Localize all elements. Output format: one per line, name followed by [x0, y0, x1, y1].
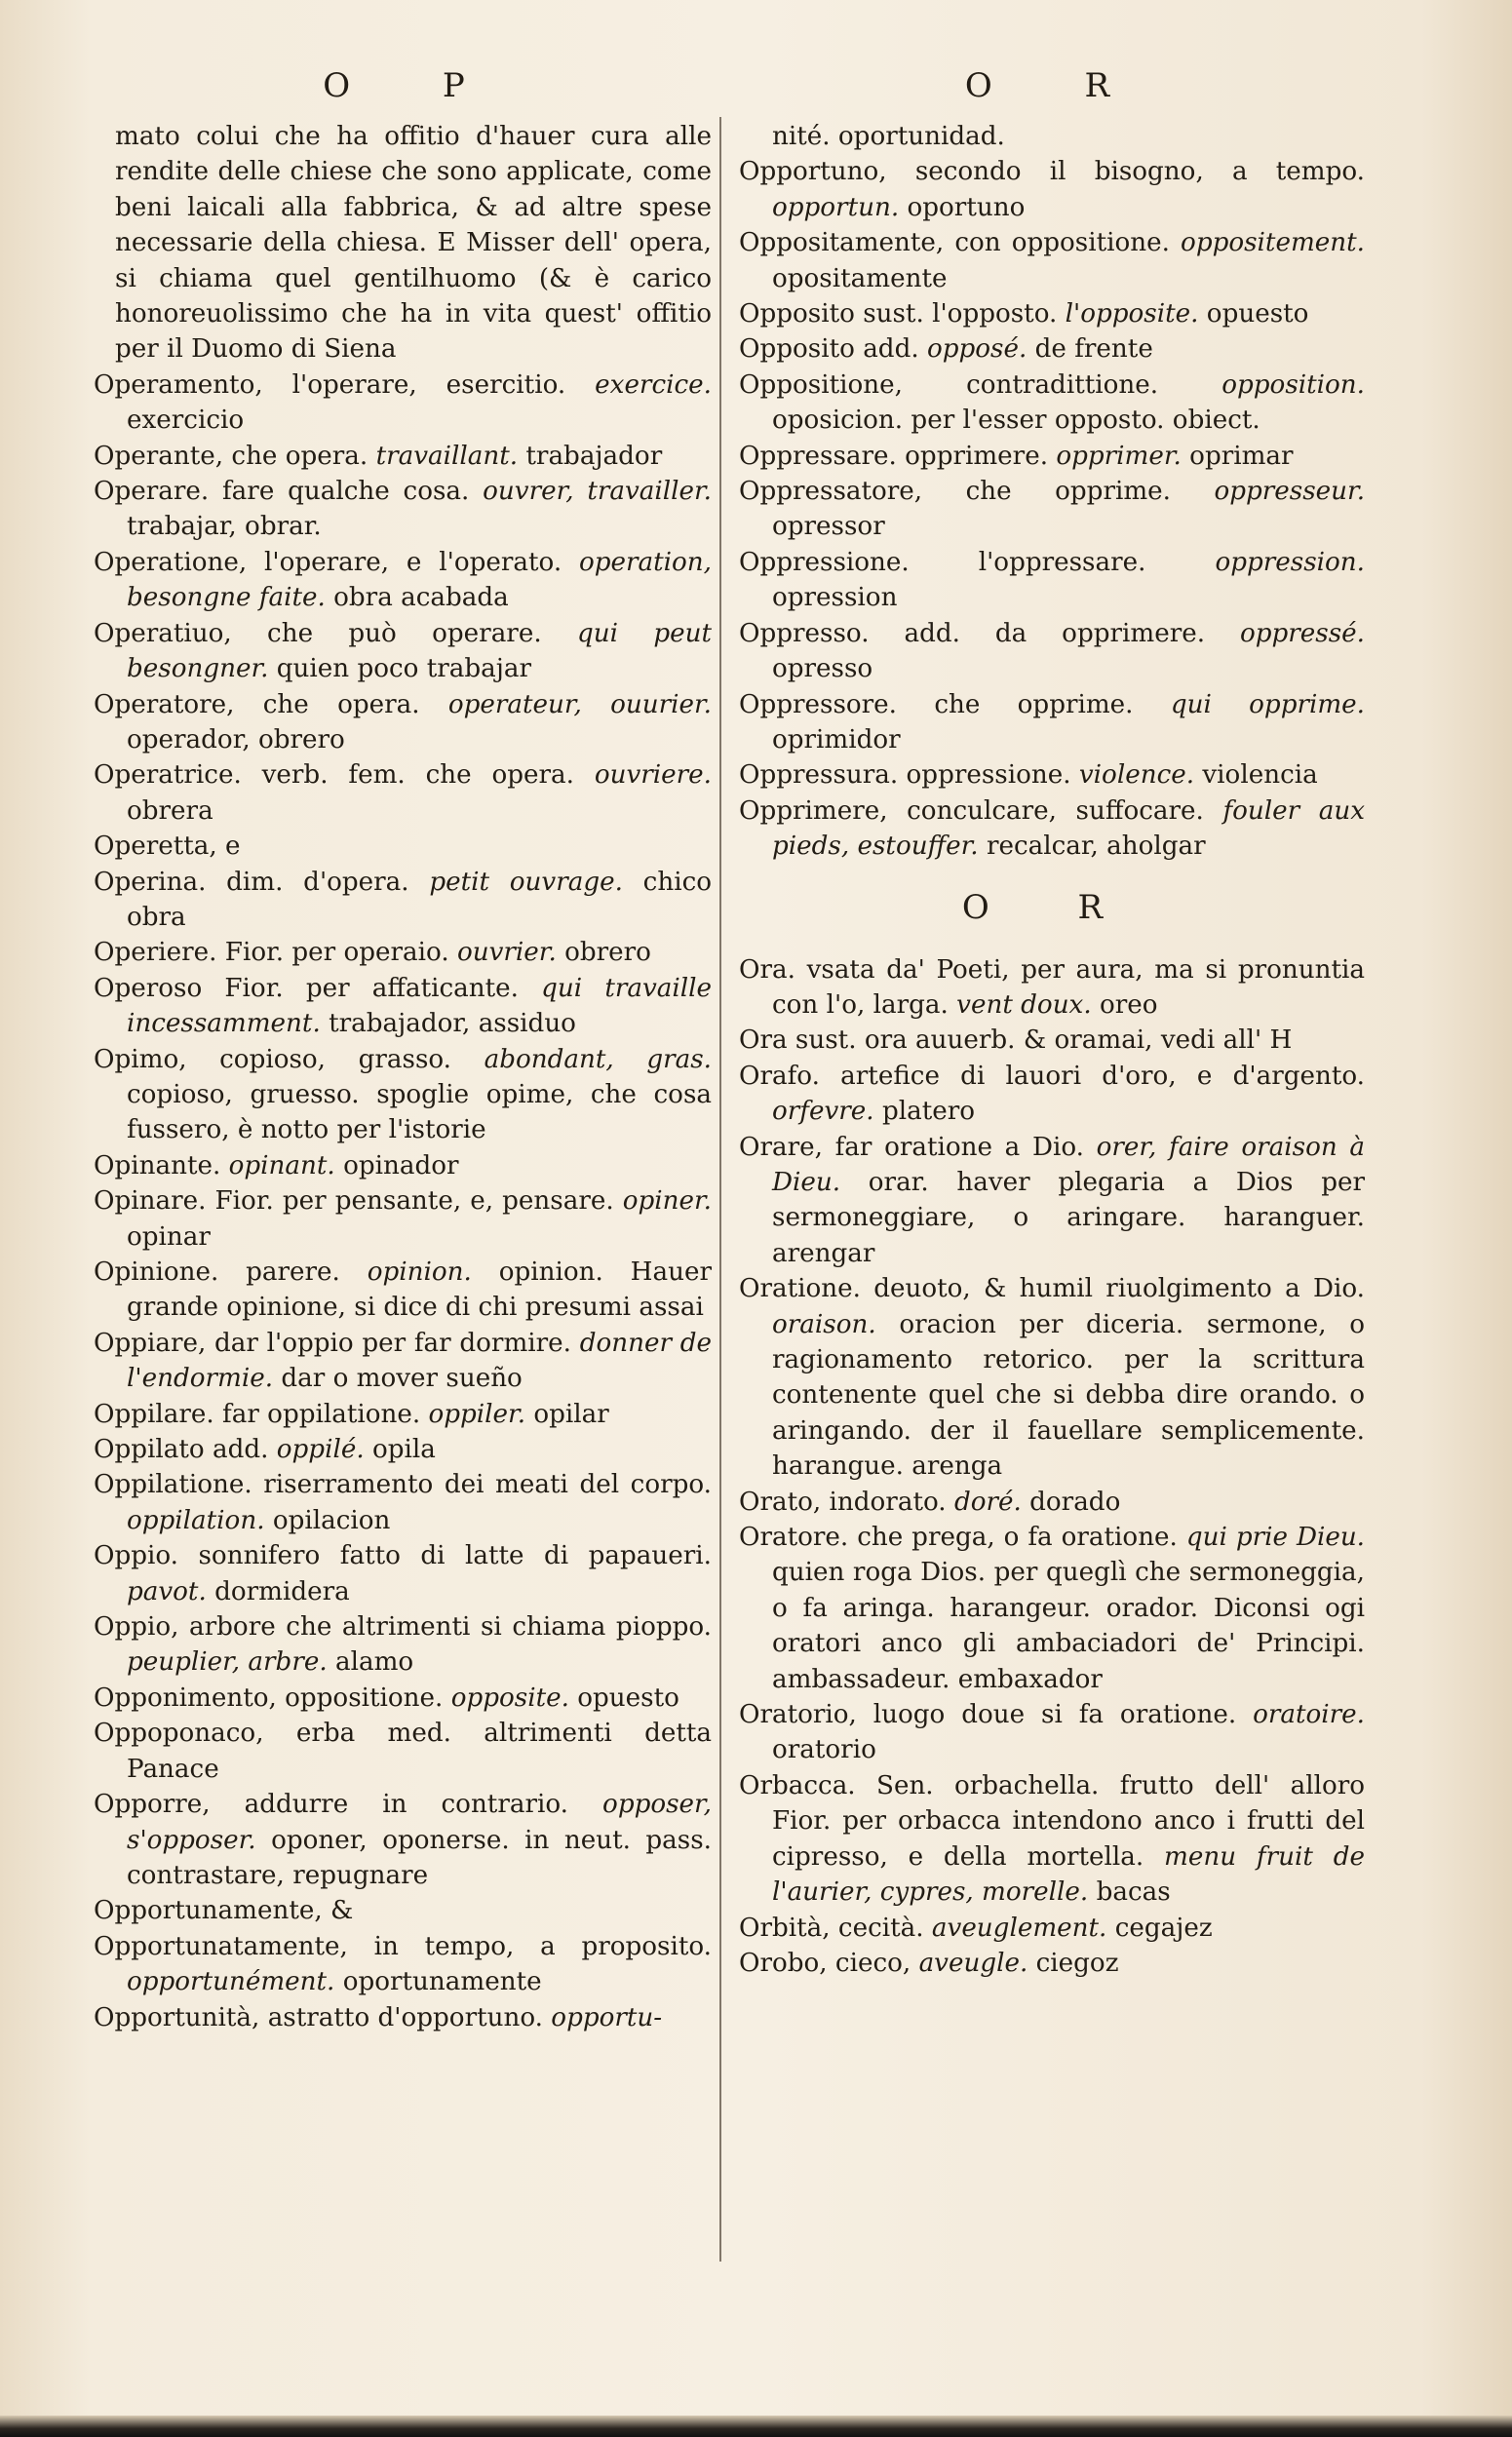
- spanish-gloss: dorado: [1029, 1487, 1121, 1517]
- dictionary-entry: [739, 1271, 1365, 1484]
- page-edge: [0, 2416, 1512, 2437]
- dictionary-entry: [739, 154, 1365, 225]
- spanish-gloss: opinar: [127, 1221, 211, 1252]
- french-gloss: oppressé.: [1239, 618, 1365, 648]
- entry-headword: Opportuno, secondo il bisogno, a tempo.: [739, 157, 1365, 187]
- dictionary-entry: [94, 367, 712, 439]
- entry-headword: Opinante.: [94, 1150, 221, 1180]
- entry-headword: Oppiare, dar l'oppio per far dormire.: [94, 1328, 572, 1358]
- spanish-gloss: oratorio: [772, 1735, 876, 1765]
- dictionary-entry: [94, 971, 712, 1042]
- french-gloss: petit ouvrage.: [429, 867, 623, 897]
- french-gloss: opinion.: [367, 1257, 472, 1287]
- spanish-gloss: dormidera: [214, 1576, 350, 1606]
- spanish-gloss: orar. haver plegaria a Dios per sermoneggiare, o aringare. haranguer. arengar: [772, 1167, 1365, 1268]
- french-gloss: opinant.: [228, 1150, 335, 1180]
- dictionary-entry: [94, 439, 712, 474]
- dictionary-entry: [94, 757, 712, 829]
- french-gloss: ouvrier.: [456, 938, 557, 968]
- entry-headword: Opprimere, conculcare, suffocare.: [739, 795, 1204, 826]
- entry-headword: Oppilatione. riserramento dei meati del corpo.: [94, 1470, 712, 1500]
- spanish-gloss: bacas: [1096, 1877, 1171, 1908]
- dictionary-entry: [94, 1467, 712, 1538]
- french-gloss: opposition.: [1221, 369, 1365, 400]
- french-gloss: oppilation.: [127, 1505, 265, 1535]
- entry-headword: Operatione, l'operare, e l'operato.: [94, 547, 562, 577]
- french-gloss: donner de l'endormie.: [127, 1328, 712, 1394]
- french-gloss: qui peut besongner.: [127, 618, 712, 684]
- french-gloss: operateur, ouurier.: [447, 689, 712, 719]
- entry-headword: Operina. dim. d'opera.: [94, 867, 409, 897]
- spanish-gloss: copioso, gruesso. spoglie opime, che cosa fussero, è notto per l'istorie: [127, 1079, 712, 1145]
- spanish-gloss: oprimar: [1189, 441, 1294, 471]
- dictionary-entry: [94, 865, 712, 936]
- entry-headword: Operatore, che opera.: [94, 689, 420, 719]
- dictionary-entry: [94, 687, 712, 758]
- french-gloss: qui opprime.: [1170, 689, 1366, 719]
- dictionary-entry: [94, 1432, 712, 1467]
- entry-headword: Ora. vsata da' Poeti, per aura, ma si pronuntia con l'o, larga.: [739, 954, 1365, 1020]
- entry-headword: Oppressare. opprimere.: [739, 441, 1049, 471]
- column-divider: [719, 117, 721, 2262]
- entry-headword: Oratorio, luogo doue si fa oratione.: [739, 1700, 1237, 1730]
- spanish-gloss: alamo: [335, 1647, 414, 1678]
- entry-list: [94, 367, 712, 2035]
- spanish-gloss: opression: [772, 583, 898, 613]
- french-gloss: opportu-: [551, 2002, 663, 2032]
- dictionary-entry: [739, 225, 1365, 296]
- french-gloss: opiner.: [622, 1186, 712, 1217]
- french-gloss: aveuglement.: [931, 1913, 1107, 1943]
- dictionary-entry: [739, 687, 1365, 758]
- entry-headword: Oppositione, contradittione.: [739, 369, 1159, 400]
- dictionary-entry: [739, 331, 1365, 367]
- entry-headword: Oppilato add.: [94, 1435, 269, 1465]
- french-gloss: menu fruit de l'aurier, cypres, morelle.: [772, 1841, 1365, 1908]
- dictionary-entry: [94, 1609, 712, 1681]
- spanish-gloss: operador, obrero: [127, 724, 345, 754]
- spanish-gloss: opilacion: [272, 1505, 391, 1535]
- french-gloss: aveugle.: [918, 1948, 1028, 1978]
- entry-headword: Opinare. Fior. per pensante, e, pensare.: [94, 1186, 614, 1217]
- spanish-gloss: trabajar, obrar.: [127, 512, 322, 542]
- french-gloss: oppilé.: [276, 1435, 365, 1465]
- french-gloss: exercice.: [595, 369, 712, 400]
- right-column: [739, 119, 1365, 1981]
- entry-headword: Operare. fare qualche cosa.: [94, 477, 470, 507]
- spanish-gloss: opilar: [533, 1399, 609, 1429]
- spanish-gloss: opresso: [772, 654, 873, 684]
- entry-headword: Opinione. parere.: [94, 1257, 340, 1287]
- dictionary-entry: [94, 1787, 712, 1893]
- entry-list: [739, 952, 1365, 1982]
- spanish-gloss: platero: [881, 1097, 975, 1127]
- dictionary-entry: [739, 616, 1365, 687]
- spanish-gloss: oposicion. per l'esser opposto. obiect.: [772, 406, 1260, 436]
- continuation-text: mato colui che ha offitio d'hauer cura alle rendite delle chiese che sono applicate, come beni laicali alla fabbrica, & ad altre spese necessarie della chiesa. E Misser dell' opera, si chiama quel gentilhuomo (& è carico honoreuolissimo che ha in vita quest' offitio per il Duomo di Siena: [115, 122, 712, 365]
- entry-headword: Oppressione. l'oppressare.: [739, 547, 1146, 577]
- spanish-gloss: obrera: [127, 795, 213, 826]
- dictionary-entry: [94, 1893, 712, 1928]
- french-gloss: orer, faire oraison à Dieu.: [772, 1132, 1366, 1197]
- french-gloss: opposite.: [450, 1683, 569, 1713]
- entry-headword: Operatrice. verb. fem. che opera.: [94, 760, 574, 791]
- dictionary-entry: [94, 935, 712, 970]
- spanish-gloss: exercicio: [127, 406, 245, 436]
- dictionary-entry: [94, 1397, 712, 1432]
- dictionary-entry: [739, 1520, 1365, 1697]
- dictionary-entry: [739, 1768, 1365, 1911]
- entry-headword: Operiere. Fior. per operaio.: [94, 938, 449, 968]
- spanish-gloss: oportunamente: [342, 1967, 542, 1997]
- spanish-gloss: opinion. Hauer grande opinione, si dice di chi presumi assai: [127, 1257, 713, 1323]
- spanish-gloss: opuesto: [577, 1683, 679, 1713]
- entry-headword: Oppoponaco, erba med. altrimenti detta Panace: [94, 1719, 712, 1784]
- french-gloss: orfevre.: [772, 1097, 874, 1127]
- spanish-gloss: opositamente: [772, 263, 948, 293]
- french-gloss: travaillant.: [375, 441, 519, 471]
- spanish-gloss: dar o mover sueño: [281, 1364, 523, 1394]
- entry-headword: Operamento, l'operare, esercitio.: [94, 369, 566, 400]
- dictionary-entry: [94, 1255, 712, 1326]
- entry-headword: Ora sust. ora auuerb. & oramai, vedi all' H: [739, 1025, 1293, 1056]
- dictionary-entry: [94, 616, 712, 687]
- entry-headword: Orafo. artefice di lauori d'oro, e d'argento.: [739, 1061, 1365, 1091]
- entry-headword: Orobo, cieco,: [739, 1948, 911, 1978]
- french-gloss: pavot.: [127, 1576, 207, 1606]
- french-gloss: opportun.: [772, 192, 900, 222]
- dictionary-entry: [739, 952, 1365, 1024]
- french-gloss: oppiler.: [428, 1399, 526, 1429]
- entry-headword: Oppilare. far oppilatione.: [94, 1399, 421, 1429]
- french-gloss: peuplier, arbre.: [127, 1647, 328, 1678]
- spanish-gloss: violencia: [1202, 760, 1318, 791]
- continuation-text: nité. oportunidad.: [772, 122, 1005, 151]
- dictionary-entry: [94, 1681, 712, 1716]
- dictionary-entry: [94, 1929, 712, 2000]
- french-gloss: abondant, gras.: [484, 1044, 712, 1074]
- dictionary-entry: [94, 1716, 712, 1787]
- dictionary-entry: [739, 757, 1365, 793]
- french-gloss: opposer, s'opposer.: [127, 1790, 713, 1855]
- entry-headword: Oppressore. che opprime.: [739, 689, 1134, 719]
- entry-headword: Oppressatore, che opprime.: [739, 477, 1171, 507]
- spanish-gloss: chico obra: [127, 867, 712, 932]
- spanish-gloss: opila: [371, 1435, 436, 1465]
- dictionary-entry: [739, 1023, 1365, 1058]
- entry-headword: Opportunità, astratto d'opportuno.: [94, 2002, 543, 2032]
- dictionary-entry: [739, 1130, 1365, 1272]
- entry-headword: Operoso Fior. per affaticante.: [94, 973, 519, 1003]
- spanish-gloss: opressor: [772, 512, 885, 542]
- spanish-gloss: obrero: [564, 938, 651, 968]
- entry-headword: Oppio. sonnifero fatto di latte di papaueri.: [94, 1541, 712, 1571]
- french-gloss: qui travaille incessamment.: [127, 973, 713, 1039]
- entry-headword: Oppressura. oppressione.: [739, 760, 1071, 791]
- dictionary-entry: [94, 1042, 712, 1148]
- spanish-gloss: oponer, oponerse. in neut. pass. contrastare, repugnare: [127, 1825, 712, 1890]
- entry-headword: Orare, far oratione a Dio.: [739, 1132, 1084, 1162]
- running-head-left: O P: [323, 66, 506, 105]
- dictionary-entry: [739, 1485, 1365, 1520]
- french-gloss: oppositement.: [1181, 228, 1365, 258]
- french-gloss: l'opposite.: [1065, 299, 1199, 329]
- entry-headword: Opponimento, oppositione.: [94, 1683, 444, 1713]
- spanish-gloss: opinador: [343, 1150, 459, 1180]
- entry-headword: Orato, indorato.: [739, 1487, 947, 1517]
- dictionary-entry: [94, 1538, 712, 1609]
- dictionary-entry: [739, 1697, 1365, 1768]
- running-head-right: O R: [964, 66, 1151, 105]
- spanish-gloss: oreo: [1099, 989, 1158, 1020]
- french-gloss: opposé.: [926, 334, 1027, 365]
- dictionary-entry: [94, 474, 712, 545]
- spanish-gloss: ciegoz: [1035, 1948, 1119, 1978]
- entry-headword: Opimo, copioso, grasso.: [94, 1044, 452, 1074]
- entry-headword: Orbacca. Sen. orbachella. frutto dell' alloro Fior. per orbacca intendono anco i frutti del cipresso, e della mortella.: [739, 1770, 1365, 1872]
- french-gloss: fouler aux pieds, estouffer.: [772, 795, 1365, 862]
- dictionary-entry: [94, 545, 712, 616]
- french-gloss: vent doux.: [956, 989, 1092, 1020]
- spanish-gloss: recalcar, aholgar: [986, 832, 1206, 862]
- dictionary-entry: [739, 367, 1365, 439]
- dictionary-entry: [739, 793, 1365, 865]
- entry-headword: Oratore. che prega, o fa oratione.: [739, 1523, 1178, 1553]
- spanish-gloss: cegajez: [1114, 1913, 1213, 1943]
- spanish-gloss: quien roga Dios. per queglì che sermoneggia, o fa aringa. harangeur. orador. Diconsi ogi oratori anco gli ambaciadori de' Principi. ambassadeur. embaxador: [772, 1558, 1365, 1694]
- entry-headword: Opportunatamente, in tempo, a proposito.: [94, 1931, 712, 1961]
- spanish-gloss: oprimidor: [772, 724, 901, 754]
- spanish-gloss: oportuno: [907, 192, 1026, 222]
- entry-headword: Oppresso. add. da opprimere.: [739, 618, 1206, 648]
- french-gloss: oppression.: [1215, 547, 1365, 577]
- section-heading: O R: [961, 887, 1143, 927]
- entry-headword: Oppio, arbore che altrimenti si chiama pioppo.: [94, 1612, 712, 1643]
- spanish-gloss: trabajador, assiduo: [329, 1009, 576, 1039]
- left-column: [94, 119, 712, 2035]
- french-gloss: qui prie Dieu.: [1185, 1523, 1366, 1553]
- entry-headword: Opportunamente, &: [94, 1896, 354, 1926]
- entry-headword: Orbità, cecità.: [739, 1913, 924, 1943]
- french-gloss: oppresseur.: [1214, 477, 1366, 507]
- french-gloss: doré.: [953, 1487, 1022, 1517]
- dictionary-entry: [739, 296, 1365, 331]
- entry-headword: Operante, che opera.: [94, 441, 368, 471]
- french-gloss: oraison.: [772, 1309, 876, 1339]
- french-gloss: oratoire.: [1253, 1700, 1365, 1730]
- dictionary-entry: [739, 1059, 1365, 1130]
- entry-headword: Opposito add.: [739, 334, 919, 365]
- dictionary-entry: [739, 474, 1365, 545]
- french-gloss: opprimer.: [1056, 441, 1182, 471]
- spanish-gloss: quien poco trabajar: [276, 654, 532, 684]
- spanish-gloss: trabajador: [525, 441, 663, 471]
- spanish-gloss: oracion per diceria. sermone, o ragionamento retorico. per la scrittura contenente quel che si debba dire orando. o aringando. der il fauellare semplicemente. harangue. arenga: [772, 1309, 1365, 1482]
- dictionary-entry: [94, 1148, 712, 1183]
- entry-list: [739, 154, 1365, 864]
- french-gloss: ouvriere.: [594, 760, 712, 791]
- dictionary-entry: [739, 439, 1365, 474]
- spanish-gloss: opuesto: [1206, 299, 1309, 329]
- dictionary-entry: [739, 1911, 1365, 1946]
- french-gloss: ouvrer, travailler.: [483, 477, 713, 507]
- spanish-gloss: obra acabada: [333, 583, 509, 613]
- entry-headword: Operetta, e: [94, 832, 241, 862]
- dictionary-entry: [94, 829, 712, 864]
- entry-headword: Oratione. deuoto, & humil riuolgimento a Dio.: [739, 1274, 1365, 1304]
- entry-headword: Opposito sust. l'opposto.: [739, 299, 1058, 329]
- french-gloss: opportunément.: [127, 1967, 335, 1997]
- dictionary-entry: [739, 1946, 1365, 1981]
- entry-headword: Oppositamente, con oppositione.: [739, 228, 1170, 258]
- dictionary-entry: [94, 1326, 712, 1397]
- french-gloss: operation, besongne faite.: [127, 547, 712, 613]
- entry-headword: Opporre, addurre in contrario.: [94, 1790, 568, 1820]
- entry-headword: Operatiuo, che può operare.: [94, 618, 542, 648]
- spanish-gloss: de frente: [1034, 334, 1153, 365]
- dictionary-entry: [739, 545, 1365, 616]
- dictionary-entry: [94, 2000, 712, 2035]
- french-gloss: violence.: [1078, 760, 1195, 791]
- dictionary-entry: [94, 1183, 712, 1255]
